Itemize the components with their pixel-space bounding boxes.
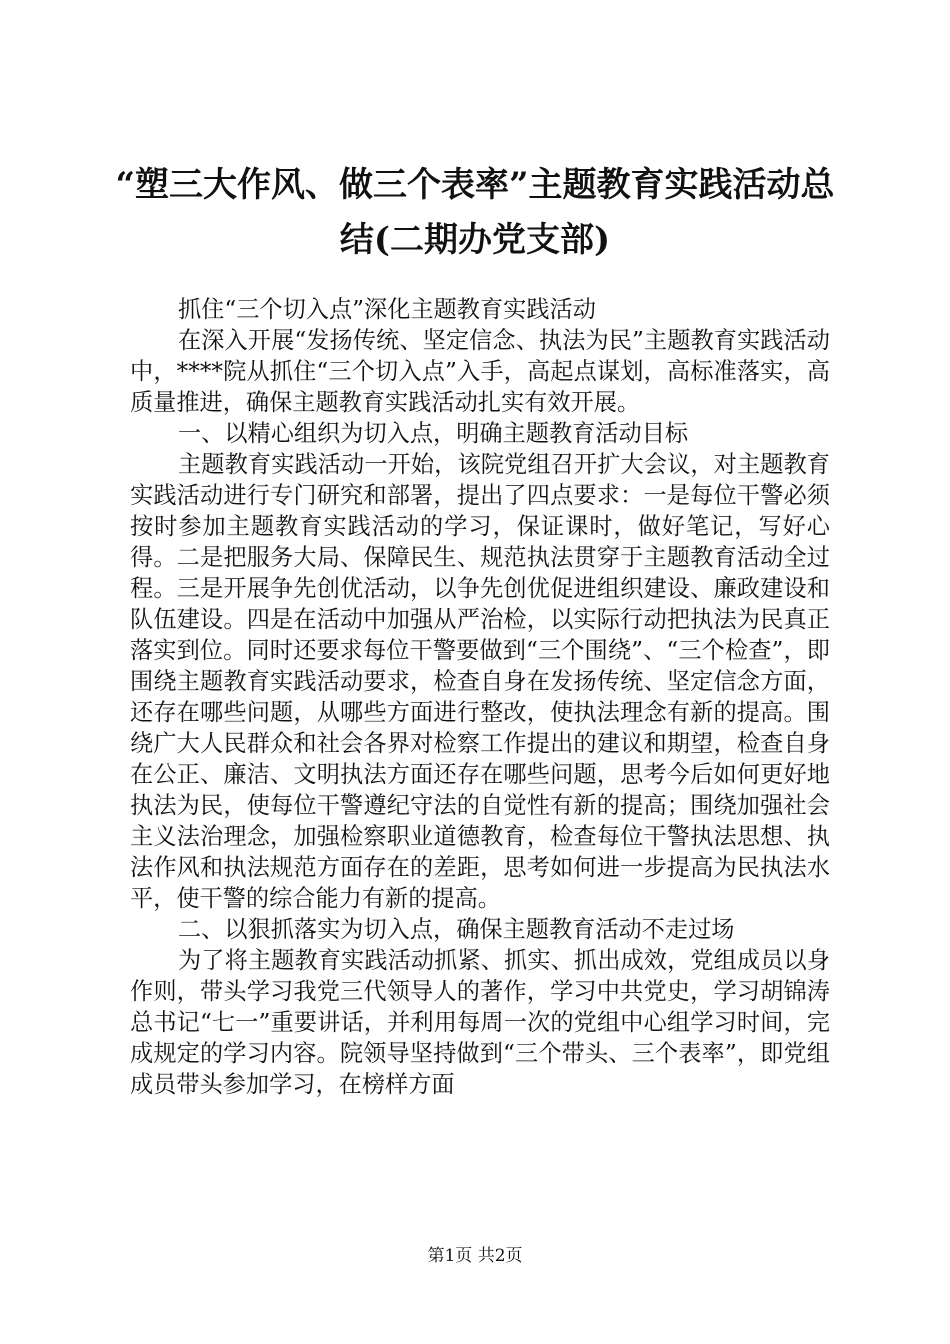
section-heading-1: 一、以精心组织为切入点，明确主题教育活动目标 — [178, 420, 689, 447]
paragraph-1: 抓住“三个切入点”深化主题教育实践活动 — [178, 296, 596, 323]
page-footer: 第1页 共2页 — [427, 1246, 523, 1266]
section-heading-2: 二、以狠抓落实为切入点，确保主题教育活动不走过场 — [178, 916, 735, 943]
paragraph-3: 主题教育实践活动一开始，该院党组召开扩大会议，对主题教育实践活动进行专门研究和部署，提出了四点要求：一是每位干警必须按时参加主题教育实践活动的学习，保证课时，做好笔记，写好心得。二是把服务大局、保障民生、规范执法贯穿于主题教育活动全过程。三是开展争先创优活动，以争先创优促进组织建设、廉政建设和队伍建设。四是在活动中加强从严治检，以实际行动把执法为民真正落实到位。同时还要求每位干警要做到“三个围绕”、“三个检查”，即围绕主题教育实践活动要求，检查自身在发扬传统、坚定信念方面，还存在哪些问题，从哪些方面进行整改，使执法理念有新的提高。围绕广大人民群众和社会各界对检察工作提出的建议和期望，检查自身在公正、廉洁、文明执法方面还存在哪些问题，思考今后如何更好地执法为民，使每位干警遵纪守法的自觉性有新的提高；围绕加强社会主义法治理念，加强检察职业道德教育，检查每位干警执法思想、执法作风和执法规范方面存在的差距，思考如何进一步提高为民执法水平，使干警的综合能力有新的提高。 — [130, 451, 830, 912]
document-body — [130, 294, 830, 1100]
paragraph-2: 在深入开展“发扬传统、坚定信念、执法为民”主题教育实践活动中，****院从抓住“三个切入点”入手，高起点谋划，高标准落实，高质量推进，确保主题教育实践活动扎实有效开展。 — [130, 327, 830, 416]
document-title: “塑三大作风、做三个表率”主题教育实践活动总结(二期办党支部) — [115, 165, 835, 260]
paragraph-4: 为了将主题教育实践活动抓紧、抓实、抓出成效，党组成员以身作则，带头学习我党三代领导人的著作，学习中共党史，学习胡锦涛总书记“七一”重要讲话，并利用每周一次的党组中心组学习时间，完成规定的学习内容。院领导坚持做到“三个带头、三个表率”，即党组成员带头参加学习，在榜样方面 — [130, 947, 830, 1098]
